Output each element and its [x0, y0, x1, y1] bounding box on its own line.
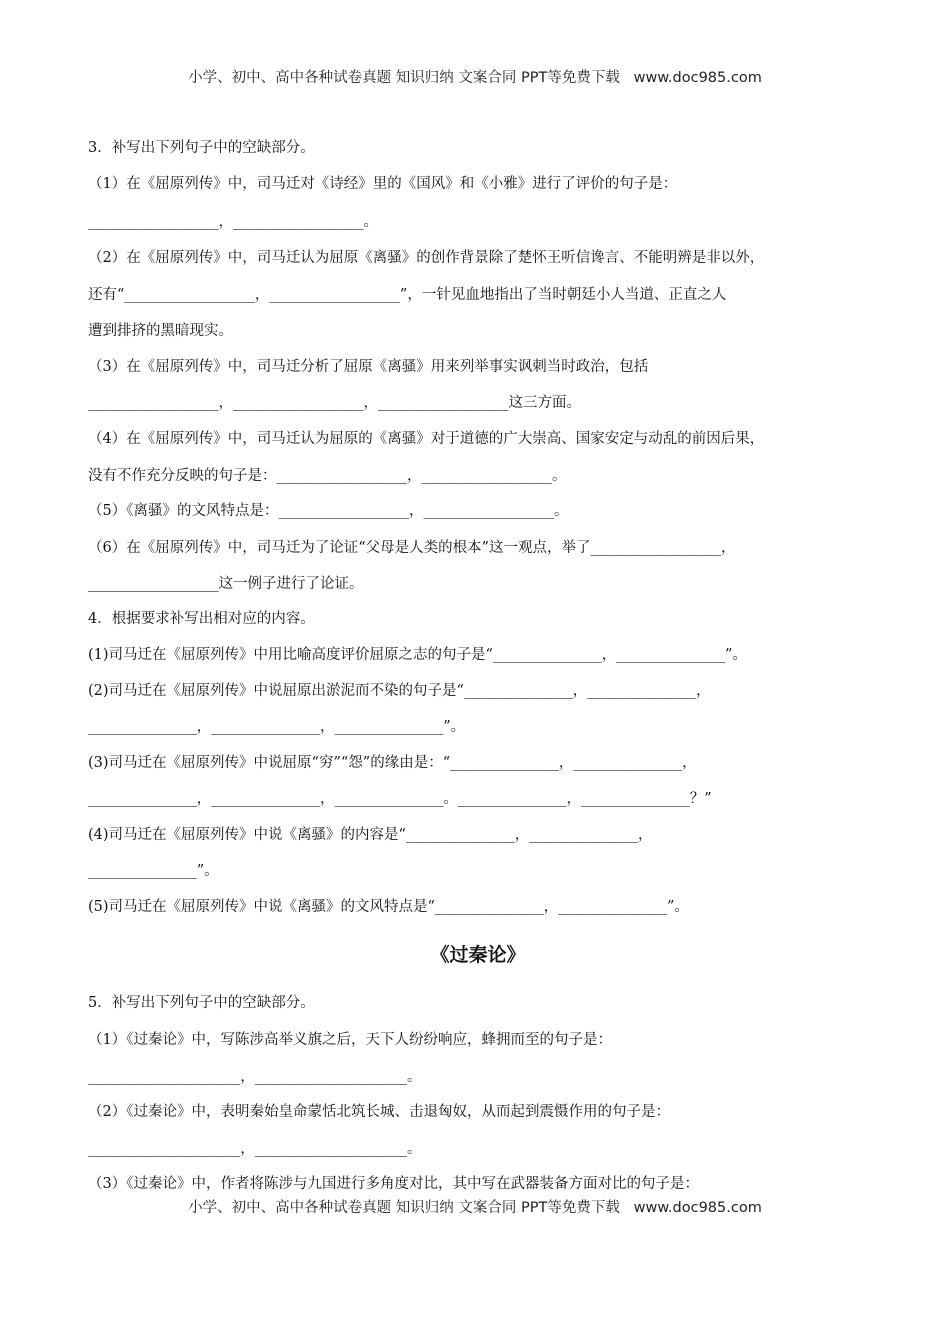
- question-3-2-cont: 还有“__________________，__________________”，一针见血地指出了当时朝廷小人当道、正直之人: [88, 287, 727, 303]
- question-5-title: 5．补写出下列句子中的空缺部分。: [88, 995, 315, 1011]
- question-3-3-blanks: __________________，__________________，__________________这三方面。: [88, 395, 581, 411]
- question-4-3: (3)司马迁在《屈原列传》中说屈原“穷”“怨”的缘由是：“_______________，_______________，: [88, 755, 697, 771]
- question-3-3: （3）在《屈原列传》中，司马迁分析了屈原《离骚》用来列举事实讽刺当时政治，包括: [88, 359, 649, 375]
- page-header: 小学、初中、高中各种试卷真题 知识归纳 文案合同 PPT等免费下载 www.doc985.com: [188, 70, 762, 86]
- question-4-4: (4)司马迁在《屈原列传》中说《离骚》的内容是“_______________，_______________，: [88, 827, 653, 843]
- question-3-2-end: 遭到排挤的黑暗现实。: [88, 323, 233, 339]
- question-5-2: （2）《过秦论》中，表明秦始皇命蒙恬北筑长城、击退匈奴，从而起到震慑作用的句子是：: [88, 1104, 670, 1120]
- question-4-title: 4．根据要求补写出相对应的内容。: [88, 611, 315, 627]
- question-5-1-blanks: _____________________，_____________________。: [88, 1069, 422, 1085]
- question-5-3: （3）《过秦论》中，作者将陈涉与九国进行多角度对比，其中写在武器装备方面对比的句子是：: [88, 1176, 699, 1192]
- question-3-2: （2）在《屈原列传》中，司马迁认为屈原《离骚》的创作背景除了楚怀王听信谗言、不能明辨是非以外，: [88, 250, 765, 266]
- question-3-title: 3．补写出下列句子中的空缺部分。: [88, 140, 315, 156]
- question-3-4-cont: 没有不作充分反映的句子是：__________________，__________________。: [88, 468, 567, 484]
- question-3-6-cont: __________________这一例子进行了论证。: [88, 576, 364, 592]
- question-3-6: （6）在《屈原列传》中，司马迁为了论证“父母是人类的根本”这一观点，举了__________________，: [88, 540, 736, 556]
- question-4-2-cont: _______________，_______________，_______________”。: [88, 719, 466, 735]
- question-5-1: （1）《过秦论》中，写陈涉高举义旗之后，天下人纷纷响应，蜂拥而至的句子是：: [88, 1032, 612, 1048]
- page-footer: 小学、初中、高中各种试卷真题 知识归纳 文案合同 PPT等免费下载 www.doc985.com: [188, 1200, 762, 1216]
- question-4-2: (2)司马迁在《屈原列传》中说屈原出淤泥而不染的句子是“_______________，_______________，: [88, 683, 711, 699]
- question-4-5: (5)司马迁在《屈原列传》中说《离骚》的文风特点是“_______________，_______________”。: [88, 899, 689, 915]
- question-4-1: (1)司马迁在《屈原列传》中用比喻高度评价屈原之志的句子是“_______________，_______________”。: [88, 647, 747, 663]
- question-4-4-cont: _______________”。: [88, 863, 219, 879]
- question-3-1: （1）在《屈原列传》中，司马迁对《诗经》里的《国风》和《小雅》进行了评价的句子是：: [88, 176, 678, 192]
- question-4-3-cont: _______________，_______________，_______________。_______________，_______________？”: [88, 791, 712, 807]
- question-3-5: （5）《离骚》的文风特点是：__________________，__________________。: [88, 503, 569, 519]
- question-3-4: （4）在《屈原列传》中，司马迁认为屈原的《离骚》对于道德的广大崇高、国家安定与动乱的前因后果，: [88, 431, 765, 447]
- question-3-1-blanks: __________________，__________________。: [88, 214, 378, 230]
- section-title: 《过秦论》: [430, 944, 526, 966]
- question-5-2-blanks: _____________________，_____________________。: [88, 1141, 422, 1157]
